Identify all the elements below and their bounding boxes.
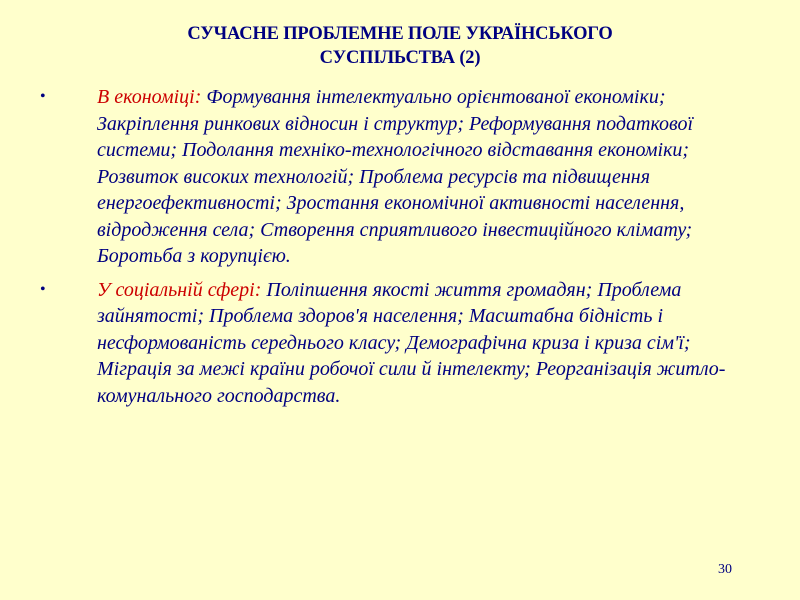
- slide-title-line-2: СУСПІЛЬСТВА (2): [319, 48, 481, 68]
- bullet-text-economy: Формування інтелектуально орієнтованої економіки; Закріплення ринкових відносин і структур; Реформування податкової системи; Подолання техніко-технологічного відставання економіки; Розвиток високих технологій; Проблема ресурсів та підвищення енергоефективності; Зростання економічної активності населення, відродження села; Створення сприятливого інвестиційного клімату; Боротьба з корупцією.: [97, 86, 694, 267]
- bullet-list: [40, 84, 740, 416]
- bullet-lead-economy: В економіці:: [97, 86, 202, 108]
- slide-title-line-1: СУЧАСНЕ ПРОБЛЕМНЕ ПОЛЕ УКРАЇНСЬКОГО: [187, 24, 613, 44]
- page-number: 30: [718, 562, 732, 577]
- bullet-item-social: [40, 277, 740, 410]
- bullet-text-social: Поліпшення якості життя громадян; Проблема зайнятості; Проблема здоров'я населення; Масштабна бідність і несформованість середнього класу; Демографічна криза і криза сім'ї; Міграція за межі країни робочої сили й інтелекту; Реорганізація житло-комунального господарства.: [97, 278, 726, 407]
- bullet-lead-social: У соціальній сфері:: [97, 278, 262, 301]
- bullet-marker: •: [40, 280, 46, 298]
- slide-title: [0, 22, 800, 70]
- bullet-marker: •: [40, 88, 46, 105]
- bullet-item-economy: [40, 84, 740, 270]
